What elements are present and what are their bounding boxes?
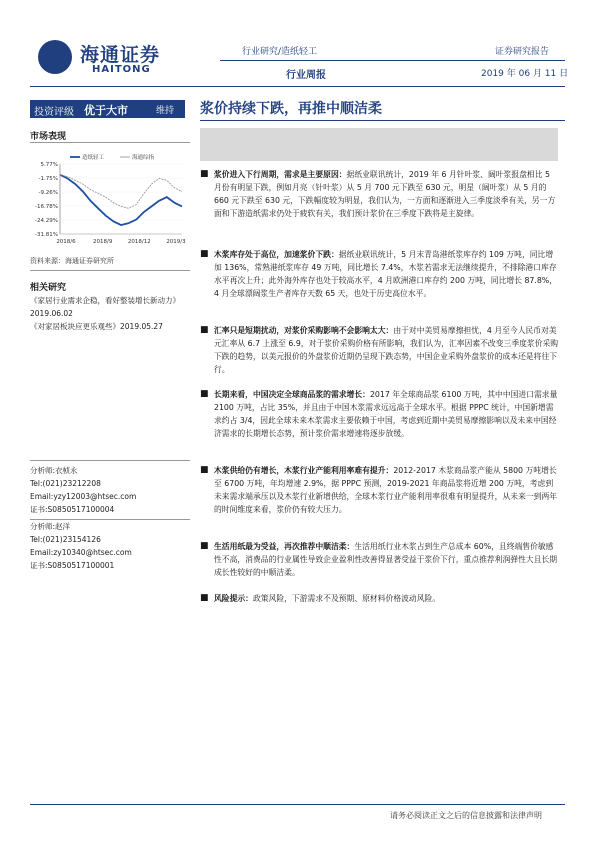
rating-keep: 维持 — [156, 106, 175, 116]
analyst-cert: 证书:S0850517100001 — [30, 561, 115, 570]
bullet-bold: 生活用纸最为受益，再次推荐中顺洁柔： — [214, 542, 355, 551]
bullet-text: 由于对中美贸易摩擦担忧，4 月至今人民币对美元汇率从 6.7 上涨至 6.9，对于浆价采购价格有所影响，我们认为，汇率因素不改变三季度浆价采购下跌的趋势，以美元报价的外盘浆价近期仍呈现下跌态势，中国企业采购外盘浆价的成本还是将往下行。 — [214, 326, 559, 374]
analyst-email[interactable]: Email:zy10340@htsec.com — [30, 548, 132, 557]
series-line-1 — [60, 175, 182, 209]
y-tick-label: -16.78% — [35, 204, 58, 210]
bullet-text: 2012-2017 木浆商品浆产能从 5800 万吨增长至 6700 万吨，年均增速 2.9%，据 PPPC 预测，2019-2021 年商品浆将近增 200 万吨，考虑到未来需求端承压以及木浆行业新增供给，全球木浆行业产能利用率很难有明显提升，从未来一到两年的时间维度来看，浆价仍有较大压力。 — [214, 466, 558, 514]
analyst-name: 分析师:赵洋 — [30, 522, 71, 531]
bullet-pulp-cycle — [200, 168, 560, 220]
bullet-text: 生活用纸行业木浆占到生产总成本 60%，且终端售价敏感性不高，消费品的行业属性导致企业盈利性改善得显著受益于浆价下行，重点推荐利润弹性大且长期成长性较好的中顺洁柔。 — [214, 542, 558, 577]
legend-label: 海通综指 — [132, 155, 155, 161]
rating-label: 投资评级 — [34, 107, 74, 118]
analyst-cert: 证书:S0850517100004 — [30, 505, 115, 514]
related-item[interactable]: 《对家居板块应更乐观些》2019.05.27 — [30, 322, 163, 331]
bullet-bold: 汇率只是短期扰动，对浆价采购影响不会影响太大： — [214, 326, 394, 335]
logo-chinese: 海通证券 — [80, 44, 161, 66]
related-list — [30, 294, 195, 333]
header-divider — [220, 60, 565, 61]
bullet-inventory — [200, 248, 560, 300]
bullet-bold: 风险提示： — [214, 594, 253, 603]
bullet-dot-icon: ■ — [200, 169, 209, 179]
y-tick-label: -24.29% — [35, 218, 58, 224]
analyst-block-1 — [30, 464, 136, 516]
logo-english: HAITONG — [92, 64, 151, 75]
bullet-dot-icon: ■ — [200, 249, 209, 259]
haitong-logo-icon — [38, 40, 72, 74]
y-tick-label: -1.75% — [38, 176, 58, 182]
report-type: 行业周报 — [286, 70, 326, 81]
market-chart-svg — [30, 150, 190, 250]
bullet-text: 政策风险，下游需求不及预期、原材料价格波动风险。 — [252, 594, 441, 603]
analyst-rule — [30, 460, 190, 461]
bullet-china-demand — [200, 388, 560, 440]
report-date: 2019 年 06 月 11 日 — [481, 69, 569, 79]
x-tick-label: 2018/6 — [56, 239, 76, 245]
x-tick-label: 2018/12 — [127, 239, 151, 245]
legend-label: 造纸轻工 — [82, 155, 105, 161]
footer-disclaimer: 请务必阅读正文之后的信息披露和法律声明 — [390, 811, 542, 820]
bullet-text: 据纸业联讯统计，2019 年 6 月针叶浆、阔叶浆报盘相比 5 月份有明显下跌，例如月亮（针叶浆）从 5 月 700 元下跌至 630 元，明星（阔叶浆）从 5 月的 660 元下跌至 630 元，下跌幅度较为明显，我们认为，一方面和逐渐进入三季度淡季有关，另一方面和下游造纸需求仍处于疲软有关，我们预计浆价在三季度下跌将是主旋律。 — [214, 170, 556, 218]
related-heading: 相关研究 — [30, 283, 67, 293]
analyst-block-2 — [30, 520, 132, 572]
analyst-tel: Tel:(021)23154126 — [30, 535, 101, 544]
bullet-dot-icon: ■ — [200, 389, 209, 399]
x-tick-label: 2019/3 — [166, 239, 186, 245]
bullet-bold: 木浆供给仍有增长，木浆行业产能利用率难有提升： — [214, 466, 394, 475]
x-tick-label: 2018/9 — [92, 239, 113, 245]
y-tick-label: 5.77% — [40, 162, 58, 168]
bullet-text: 据纸业联讯统计，5 月末青岛港纸浆库存约 109 万吨，同比增加 136%，常熟港纸浆库存 49 万吨，同比增长 7.4%，木浆若需求无法继续提升，不排除港口库存水平再次上升；此外海外库存也处于较高水平，4 月欧洲港口库存约 200 万吨，同比增长 87.8%，4 月全球漂阔浆生产者库存天数 65 天，也处于历史高位水平。 — [214, 250, 558, 298]
footer-rule — [30, 804, 565, 805]
analyst-tel: Tel:(021)23212208 — [30, 479, 101, 488]
market-rule — [30, 142, 190, 143]
y-tick-label: -31.81% — [35, 232, 58, 238]
bullet-bold: 浆价进入下行周期，需求是主要原因： — [214, 170, 347, 179]
bullet-dot-icon: ■ — [200, 465, 209, 475]
header-bottom-rule — [30, 86, 565, 87]
analyst-name: 分析师:衣桢永 — [30, 466, 78, 475]
chart-source: 资料来源：海通证券研究所 — [30, 257, 114, 265]
analyst-email[interactable]: Email:yzy12003@htsec.com — [30, 492, 137, 501]
bullet-risk — [200, 592, 560, 605]
related-item[interactable]: 《家居行业需求企稳，看好整装增长新动力》2019.06.02 — [30, 296, 180, 318]
y-tick-label: -9.26% — [38, 190, 58, 196]
bullet-dot-icon: ■ — [200, 541, 209, 551]
report-title: 浆价持续下跌，再推中顺洁柔 — [200, 101, 382, 117]
bullet-dot-icon: ■ — [200, 593, 209, 603]
market-chart — [30, 150, 190, 250]
rating-value: 优于大市 — [84, 104, 128, 117]
bullet-supply — [200, 464, 560, 516]
bullet-fx — [200, 324, 560, 376]
bullet-tissue — [200, 540, 560, 579]
bullet-bold: 木浆库存处于高位，加速浆价下跌： — [214, 250, 339, 259]
title-rule — [200, 120, 565, 121]
bullet-dot-icon: ■ — [200, 325, 209, 335]
report-category: 行业研究/造纸轻工 — [242, 47, 318, 57]
source-rule — [30, 270, 190, 271]
market-heading: 市场表现 — [30, 132, 67, 142]
report-kind: 证券研究报告 — [495, 47, 550, 57]
bullet-bold: 长期来看，中国决定全球商品浆的需求增长： — [214, 390, 370, 399]
summary-band — [200, 128, 558, 161]
bullet-text: 2017 年全球商品浆 6100 万吨，其中中国进口需求量 2100 万吨，占比 35%，并且由于中国木浆需求远远高于全球水平。根据 PPPC 统计，中国新增需求约占 3/4，因此全球未来木浆需求主要依赖于中国，考虑到近期中美贸易摩擦影响以及未来中国经济需求的长期增长态势，预计浆价需求增速将逐步放缓。 — [214, 390, 558, 438]
